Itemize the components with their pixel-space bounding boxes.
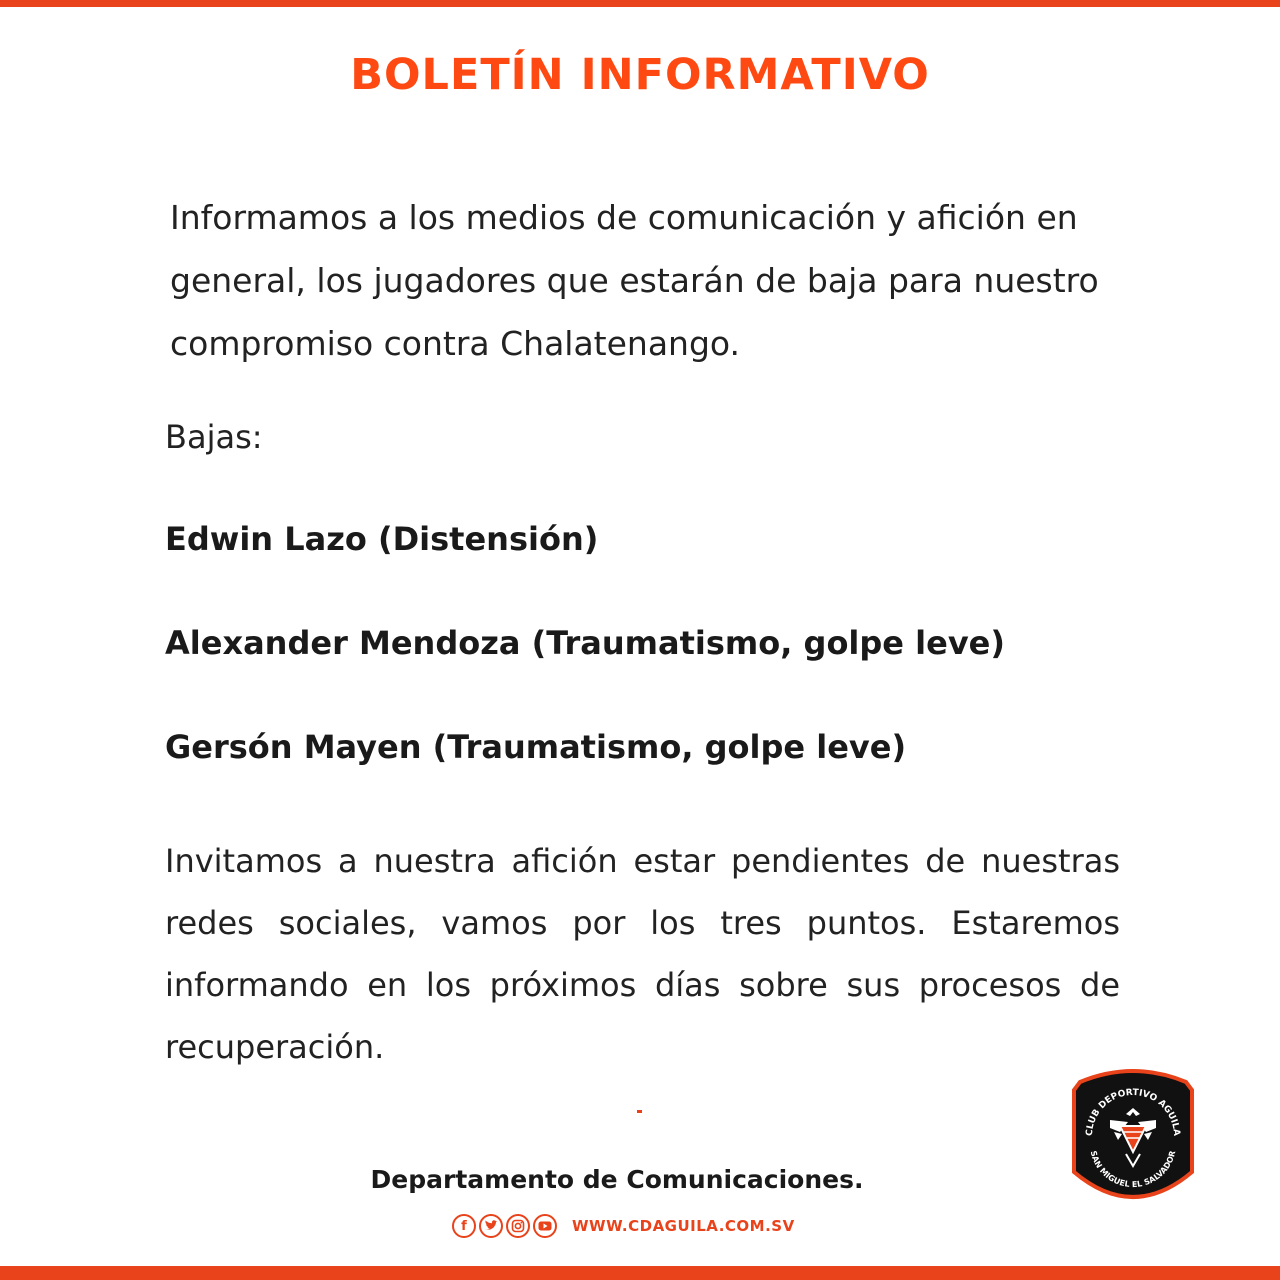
footer-social-row (452, 1211, 795, 1241)
twitter-icon[interactable] (479, 1214, 503, 1238)
logo-bottom-text: SAN MIGUEL EL SALVADOR (1088, 1149, 1178, 1190)
intro-paragraph: Informamos a los medios de comunicación y afición en general, los jugadores que estarán de baja para nuestro compromiso contra Chalatenango. (170, 198, 1099, 363)
logo-top-text: CLUB DEPORTIVO AGUILA (1084, 1087, 1182, 1137)
facebook-icon[interactable]: f (452, 1214, 476, 1238)
top-accent-band (0, 0, 1280, 7)
website-link[interactable]: WWW.CDAGUILA.COM.SV (572, 1217, 795, 1235)
bottom-accent-band (0, 1266, 1280, 1280)
department-signature: Departamento de Comunicaciones. (370, 1165, 864, 1194)
bajas-label: Bajas: (165, 418, 263, 456)
page-title: BOLETÍN INFORMATIVO (350, 50, 930, 100)
player-item: Edwin Lazo (Distensión) (165, 520, 599, 558)
closing-paragraph: Invitamos a nuestra afición estar pendientes de nuestras redes sociales, vamos por los tres puntos. Estaremos informando en los próximos días sobre sus procesos de recuperación. (165, 842, 1120, 1066)
youtube-icon[interactable] (533, 1214, 557, 1238)
instagram-icon[interactable] (506, 1214, 530, 1238)
player-item: Alexander Mendoza (Traumatismo, golpe leve) (165, 624, 1005, 662)
player-item: Gersón Mayen (Traumatismo, golpe leve) (165, 728, 907, 766)
decorative-dot (637, 1110, 642, 1113)
